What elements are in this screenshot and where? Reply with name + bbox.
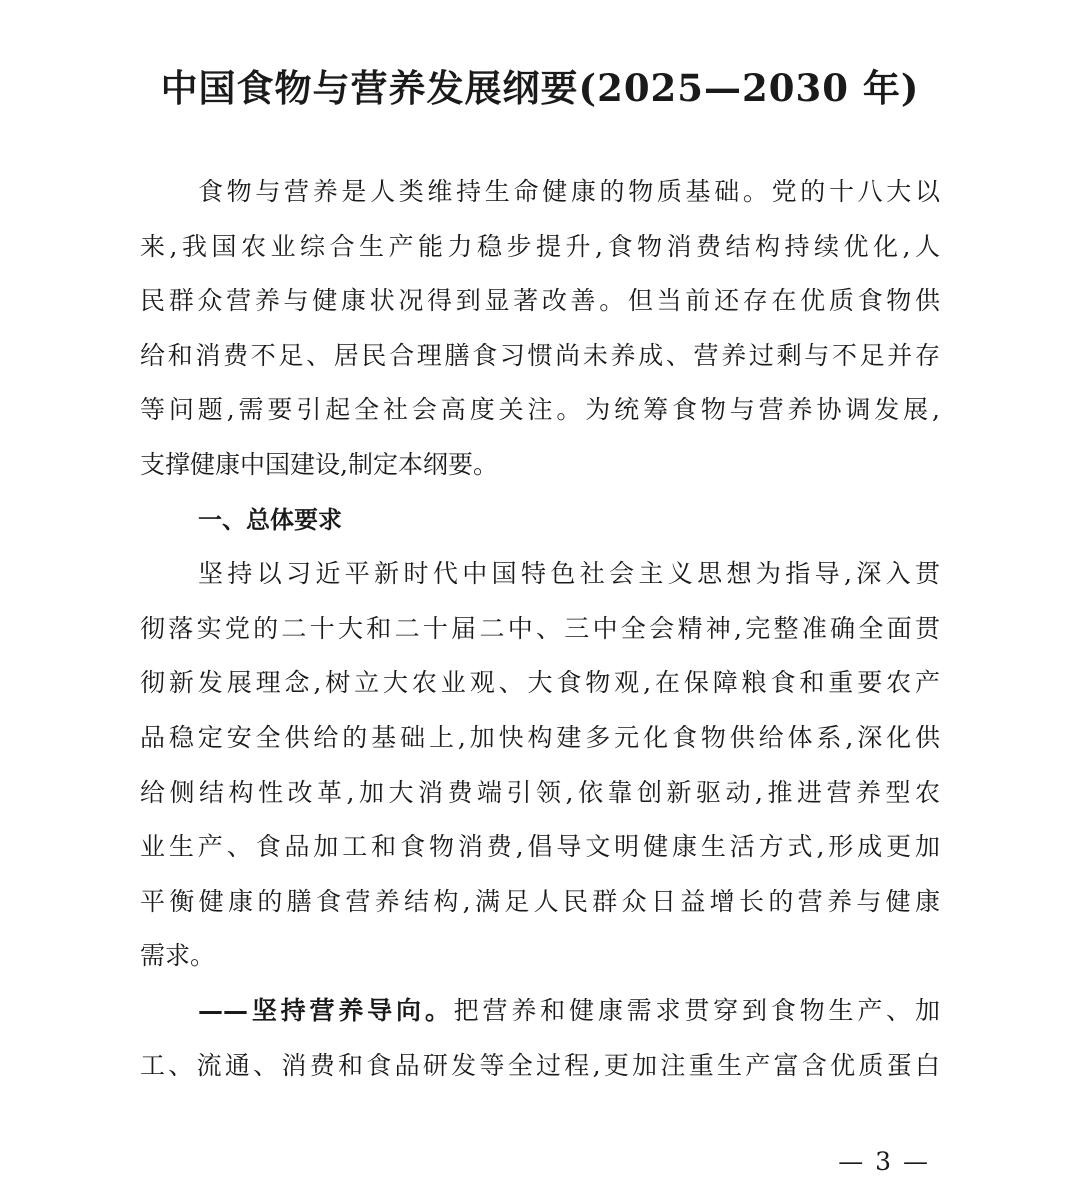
principle-line-2: 工、流通、消费和食品研发等全过程,更加注重生产富含优质蛋白 (140, 1050, 940, 1080)
principle-line-1 (140, 984, 940, 1039)
intro-line-3: 民群众营养与健康状况得到显著改善。但当前还存在优质食物供 (140, 286, 940, 316)
document-body (140, 165, 940, 1093)
section-line-3: 彻新发展理念,树立大农业观、大食物观,在保障粮食和重要农产 (140, 668, 940, 698)
principle-text: 把营养和健康需求贯穿到食物生产、加 (453, 995, 940, 1025)
intro-line-4: 给和消费不足、居民合理膳食习惯尚未养成、营养过剩与不足并存 (140, 340, 940, 370)
section-line-6: 业生产、食品加工和食物消费,倡导文明健康生活方式,形成更加 (140, 832, 940, 862)
intro-line-1: 食物与营养是人类维持生命健康的物质基础。党的十八大以 (198, 177, 940, 206)
section-line-5: 给侧结构性改革,加大消费端引领,依靠创新驱动,推进营养型农 (140, 777, 940, 807)
intro-line-6: 支撑健康中国建设,制定本纲要。 (140, 449, 498, 479)
section-line-8: 需求。 (140, 941, 216, 971)
intro-line-2: 来,我国农业综合生产能力稳步提升,食物消费结构持续优化,人 (140, 231, 940, 261)
section-line-1: 坚持以习近平新时代中国特色社会主义思想为指导,深入贯 (198, 559, 940, 589)
page-number: — 3 — (838, 1147, 930, 1176)
section-line-7: 平衡健康的膳食营养结构,满足人民群众日益增长的营养与健康 (140, 886, 940, 916)
principle-lead: ——坚持营养导向。 (198, 995, 454, 1025)
document-title: 中国食物与营养发展纲要(2025—2030 年) (160, 66, 920, 110)
section-heading: 一、总体要求 (198, 505, 342, 534)
section-line-2: 彻落实党的二十大和二十届二中、三中全会精神,完整准确全面贯 (140, 613, 940, 643)
intro-line-5: 等问题,需要引起全社会高度关注。为统筹食物与营养协调发展, (140, 395, 940, 425)
section-line-4: 品稳定安全供给的基础上,加快构建多元化食物供给体系,深化供 (140, 722, 940, 752)
